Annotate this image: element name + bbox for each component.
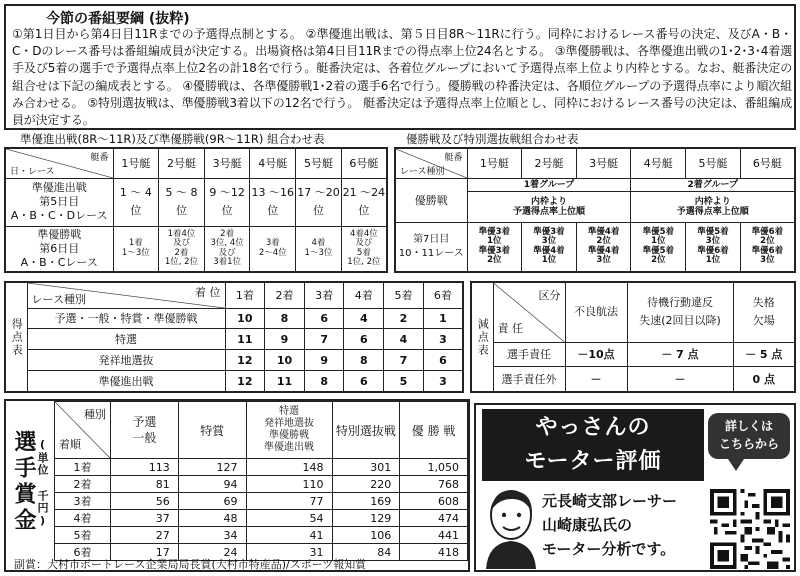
table3-place: 3着 (304, 282, 344, 308)
page-title: 今節の番組要綱 (抜粋) (46, 11, 190, 27)
table3-cell: 6 (423, 350, 463, 371)
table1-corner: 艇番 日・レース (5, 148, 113, 178)
table5-cell: 608 (400, 493, 468, 510)
table3-cell: 8 (344, 350, 384, 371)
table1-row2-cell: 4着 1～3位 (296, 226, 342, 272)
table3-cell: 7 (304, 329, 344, 350)
table3-cell: 4 (384, 329, 424, 350)
table3-cell: 9 (304, 350, 344, 371)
table1-boat-1: 1号艇 (113, 148, 159, 178)
table2-group2-rule: 内枠より 予選得点率上位順 (631, 191, 795, 222)
table3-place: 5着 (384, 282, 424, 308)
table1-row1-cell: 9 ～12 位 (204, 178, 250, 226)
table3-cell: 5 (384, 371, 424, 392)
table5-place: 5着 (55, 527, 111, 544)
table1-boat-2: 2号艇 (159, 148, 205, 178)
table4-cell: － (627, 367, 733, 392)
table2-corner: 艇番 レース種別 (395, 148, 467, 178)
table3-cell: 7 (384, 350, 424, 371)
table5-cell: 24 (178, 544, 246, 561)
table5-cell: 31 (246, 544, 332, 561)
table3-cell: 10 (225, 308, 265, 329)
table2-day7-cell: 準優6着 2位 準優6着 3位 (740, 222, 795, 272)
table3-cell: 3 (423, 371, 463, 392)
table5-cell: 56 (111, 493, 179, 510)
table5-place: 2着 (55, 476, 111, 493)
table3-cell: 6 (344, 371, 384, 392)
table3-place: 1着 (225, 282, 265, 308)
table1-row2-cell: 4着4位 及び 5着 1位, 2位 (341, 226, 387, 272)
table5-cell: 106 (332, 527, 400, 544)
table3-cell: 4 (344, 308, 384, 329)
table5-cell: 81 (111, 476, 179, 493)
table5-cell: 768 (400, 476, 468, 493)
table5-cell: 169 (332, 493, 400, 510)
table5-cell: 48 (178, 510, 246, 527)
table5-cell: 37 (111, 510, 179, 527)
table3-cell: 3 (423, 329, 463, 350)
table3-cell: 12 (225, 371, 265, 392)
prize-unit: (単位 千円) (36, 438, 49, 528)
table5-cell: 110 (246, 476, 332, 493)
table5-cell: 77 (246, 493, 332, 510)
table1-row1-cell: 1 ～ 4 位 (113, 178, 159, 226)
table3-row-label: 予選・一般・特賞・準優勝戦 (27, 308, 225, 329)
table1-row1-cell: 5 ～ 8 位 (159, 178, 205, 226)
table5-cell: 17 (111, 544, 179, 561)
table3-cell: 8 (304, 371, 344, 392)
table4-col: 失格 欠場 (733, 282, 795, 342)
table5-cell: 220 (332, 476, 400, 493)
table2-boat-5: 5号艇 (686, 148, 741, 178)
table3-place: 2着 (265, 282, 305, 308)
table3-cell: 9 (265, 329, 305, 350)
table5-cell: 474 (400, 510, 468, 527)
table2-day7-cell: 準優3着 3位 準優4着 1位 (522, 222, 577, 272)
promo-banner[interactable]: やっさんの モーター評価 (482, 409, 704, 481)
table5-col: 予選 一般 (111, 402, 179, 459)
table5-place: 1着 (55, 459, 111, 476)
table5-col: 特賞 (178, 402, 246, 459)
table1-row1-cell: 17 ～20 位 (296, 178, 342, 226)
table3-cell: 2 (384, 308, 424, 329)
promo-description: 元長崎支部レーサー 山崎康弘氏の モーター分析です。 (542, 492, 678, 558)
table2-boat-4: 4号艇 (631, 148, 686, 178)
table2-final-label: 優勝戦 (395, 178, 467, 222)
table1-row1-label: 準優進出戦 第5日目 A・B・C・Dレース (5, 178, 113, 226)
table5-cell: 41 (246, 527, 332, 544)
table5-cell: 94 (178, 476, 246, 493)
table4-row-label: 選手責任 (493, 342, 565, 367)
table1-row2-cell: 2着 3位, 4位 及び 3着1位 (204, 226, 250, 272)
rules-box (4, 4, 796, 130)
table3-row-label: 準優進出戦 (27, 371, 225, 392)
table5-cell: 69 (178, 493, 246, 510)
table5-cell: 113 (111, 459, 179, 476)
table3-cell: 11 (265, 371, 305, 392)
table3-cell: 12 (225, 350, 265, 371)
deduction-table-side: 減点表 (471, 282, 493, 392)
points-table-side: 得点表 (5, 282, 27, 392)
table2-boat-1: 1号艇 (467, 148, 522, 178)
table4-corner: 区分 責 任 (493, 282, 565, 342)
table5-col: 特選 発祥地選抜 準優勝戦 準優進出戦 (246, 402, 332, 459)
table5-cell: 34 (178, 527, 246, 544)
table5-cell: 84 (332, 544, 400, 561)
table5-cell: 27 (111, 527, 179, 544)
table5-place: 4着 (55, 510, 111, 527)
table3-place: 6着 (423, 282, 463, 308)
table5-cell: 127 (178, 459, 246, 476)
semifinal-combo-table (4, 147, 388, 273)
table2-group1: 1着グループ (467, 178, 631, 191)
analyst-portrait-icon (482, 485, 540, 569)
table4-cell: － 5 点 (733, 342, 795, 367)
table5-cell: 418 (400, 544, 468, 561)
table5-cell: 1,050 (400, 459, 468, 476)
table1-boat-4: 4号艇 (250, 148, 296, 178)
table2-group2: 2着グループ (631, 178, 795, 191)
table3-cell: 11 (225, 329, 265, 350)
table5-cell: 301 (332, 459, 400, 476)
table4-cell: －10点 (565, 342, 627, 367)
table4-col: 待機行動違反 失速(2回目以降) (627, 282, 733, 342)
table3-cell: 8 (265, 308, 305, 329)
table3-cell: 6 (344, 329, 384, 350)
table2-day7-cell: 準優3着 1位 準優3着 2位 (467, 222, 522, 272)
table3-cell: 1 (423, 308, 463, 329)
table2-day7-cell: 準優5着 3位 準優6着 1位 (686, 222, 741, 272)
table4-row-label: 選手責任外 (493, 367, 565, 392)
table2-boat-2: 2号艇 (522, 148, 577, 178)
table5-corner: 種別 着順 (55, 402, 111, 459)
table2-day7-label: 第7日目 10・11レース (395, 222, 467, 272)
table3-place: 4着 (344, 282, 384, 308)
table5-cell: 129 (332, 510, 400, 527)
table3-cell: 6 (304, 308, 344, 329)
table1-boat-5: 5号艇 (296, 148, 342, 178)
table2-boat-3: 3号艇 (576, 148, 631, 178)
rules-text: ①第1日目から第4日目11Rまでの予選得点制とする。 ②準優進出戦は、第５日目8R～11Rに行う。同枠におけるレース番号の決定、及びA・B・C・Dのレース番号は番組編成員が決定する。出場資格は第4日目11Rまでの得点率上位24名とする。 ③準優勝戦は、各準優進出戦の1･2･3･4着選手及び5着の選手で予選得点率上位2名の計18名で行う。艇番決定は、各着位グループにおいて予選得点率上位より内枠とする。なお、艇番決定の組合せは下記の編成表とする。 ④優勝戦は、各準優勝戦1･2着の選手6名で行う。優勝戦の枠番決定は、各順位グループの予選得点率により順次組み合わせる。 ⑤特別選抜戦は、準優勝戦3着以下の12名で行う。 艇番決定は予選得点率上位順とし、同枠におけるレース番号の決定は、番組編成員が決定する。 (12, 27, 792, 128)
table2-caption: 優勝戦及び特別選抜戦組合わせ表 (406, 132, 579, 146)
table1-row1-cell: 13 ～16 位 (250, 178, 296, 226)
table5-cell: 441 (400, 527, 468, 544)
final-combo-table (394, 147, 796, 273)
table1-row2-cell: 1着4位 及び 2着 1位, 2位 (159, 226, 205, 272)
details-link-bubble[interactable]: 詳しくは こちらから (708, 413, 790, 459)
deduction-table (470, 281, 796, 393)
table4-cell: 0 点 (733, 367, 795, 392)
motor-evaluation-promo[interactable] (474, 403, 796, 572)
table2-boat-6: 6号艇 (740, 148, 795, 178)
table5-place: 3着 (55, 493, 111, 510)
table5-col: 優 勝 戦 (400, 402, 468, 459)
prize-table (54, 401, 468, 561)
table5-cell: 54 (246, 510, 332, 527)
table3-row-label: 特選 (27, 329, 225, 350)
table1-row2-cell: 1着 1～3位 (113, 226, 159, 272)
table3-cell: 10 (265, 350, 305, 371)
table3-corner: 着 位 レース種別 (27, 282, 225, 308)
table4-col: 不良航法 (565, 282, 627, 342)
table3-row-label: 発祥地選抜 (27, 350, 225, 371)
table5-place: 6着 (55, 544, 111, 561)
table4-cell: － 7 点 (627, 342, 733, 367)
table1-boat-3: 3号艇 (204, 148, 250, 178)
prize-title: 選手賞金 (11, 430, 36, 534)
prize-footer: 副賞：大村市ボートレース企業局局長賞(大村市特産品)/スポーツ報知賞 (14, 558, 367, 571)
qr-code-icon[interactable] (710, 489, 790, 569)
table5-cell: 148 (246, 459, 332, 476)
table5-col: 特別選抜戦 (332, 402, 400, 459)
points-table (4, 281, 464, 393)
table2-day7-cell: 準優4着 2位 準優4着 3位 (576, 222, 631, 272)
table2-day7-cell: 準優5着 1位 準優5着 2位 (631, 222, 686, 272)
table1-row1-cell: 21 ～24 位 (341, 178, 387, 226)
table2-group1-rule: 内枠より 予選得点率上位順 (467, 191, 631, 222)
table1-row2-cell: 3着 2～4位 (250, 226, 296, 272)
table1-row2-label: 準優勝戦 第6日目 A・B・Cレース (5, 226, 113, 272)
table1-caption: 準優進出戦(8R～11R)及び準優勝戦(9R～11R) 組合わせ表 (20, 132, 325, 146)
table1-boat-6: 6号艇 (341, 148, 387, 178)
table4-cell: － (565, 367, 627, 392)
